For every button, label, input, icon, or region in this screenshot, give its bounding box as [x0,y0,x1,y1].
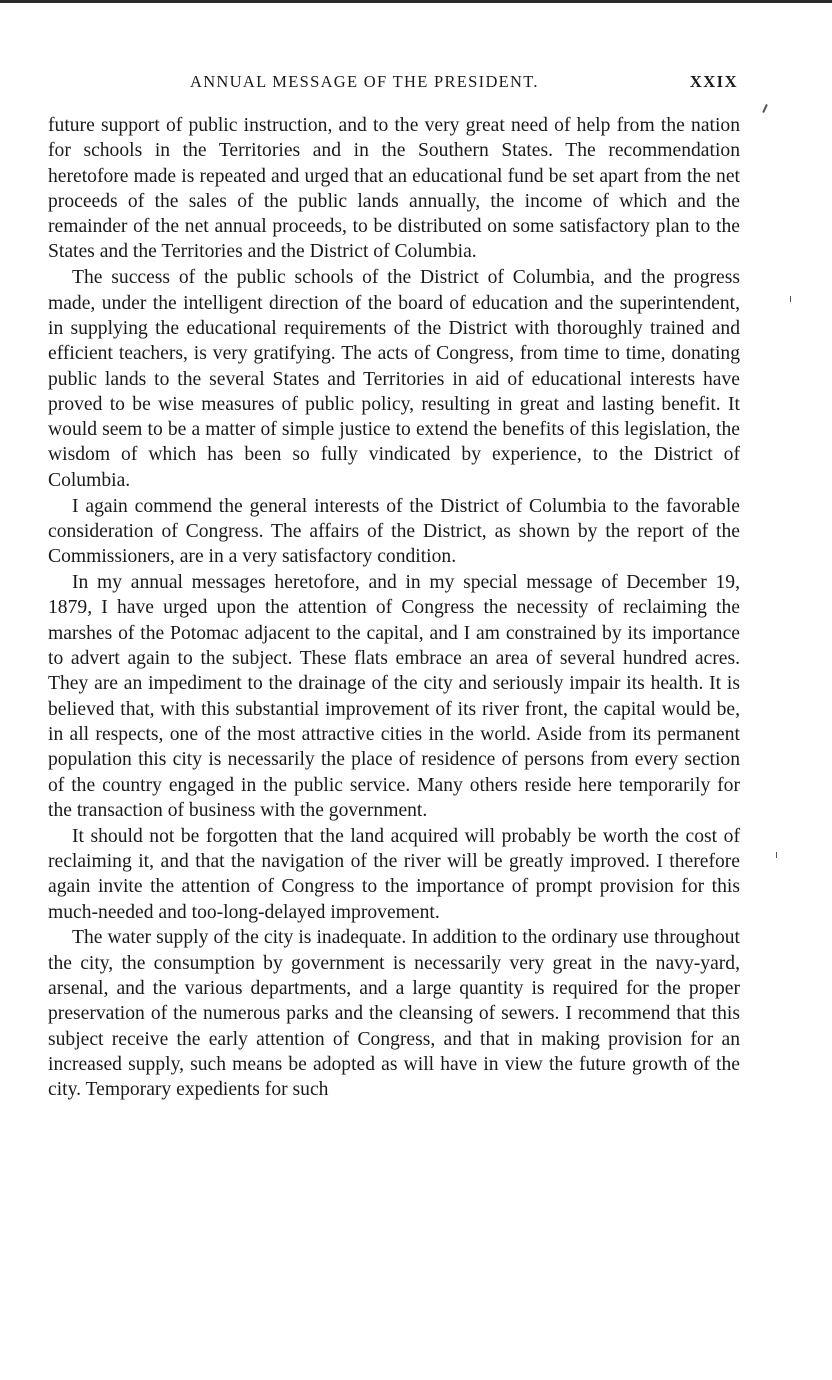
paragraph-land-reclamation: It should not be forgotten that the land acquired will probably be worth the cost of reclaiming it, and that the navigation of the river will be greatly improved. I therefore again invite the attention of Congress to the importance of prompt provision for this much-needed and too-long-delayed improvement. [48,825,740,923]
paragraph-potomac-marshes: In my annual messages heretofore, and in my special message of December 19, 1879, I have urged upon the attention of Congress the necessity of reclaiming the marshes of the Potomac adjacent to the capital, and I am constrained by its importance to advert again to the subject. These flats embrace an area of several hundred acres. They are an impediment to the drainage of the city and seriously impair its health. It is believed that, with this substantial improvement of its river front, the capital would be, in all respects, one of the most attractive cities in the world. Aside from its permanent population this city is necessarily the place of residence of persons from every section of the country engaged in the public service. Many others reside here temporarily for the transaction of business with the government. [48,572,740,821]
paragraph-water-supply: The water supply of the city is inadequate. In addition to the ordinary use throughout the city, the consumption by government is necessarily very great in the navy-yard, arsenal, and the various departments, and a large quantity is required for the proper preservation of the numerous parks and the cleansing of sewers. I recommend that this subject receive the early attention of Congress, and that in making provision for an increased supply, such means be adopted as will have in view the future growth of the city. Temporary expedients for such [48,927,740,1101]
scan-speck [790,296,791,302]
running-head-title: ANNUAL MESSAGE OF THE PRESIDENT. [190,72,539,91]
paragraph-public-schools: The success of the public schools of the District of Columbia, and the progress made, under the intelligent direction of the board of education and the superintendent, in supplying the educational requirements of the District with thoroughly trained and efficient teachers, is very gratifying. The acts of Congress, from time to time, donating public lands to the several States and Territories in aid of educational interests have proved to be wise measures of public policy, resulting in great and lasting benefit. It would seem to be a matter of simple justice to extend the benefits of this legislation, the wisdom of which has been so fully vindicated by experience, to the District of Columbia. [48,267,740,491]
page-number: XXIX [689,72,738,91]
scan-speck [762,104,768,113]
paragraph-education-fund: future support of public instruction, and to the very great need of help from the nation for schools in the Territories and in the Southern States. The recommendation heretofore made is repeated and urged that an educational fund be set apart from the net proceeds of the sales of the public lands annually, the income of which and the remainder of the net annual proceeds, to be distributed on some satisfactory plan to the States and the Territories and the District of Columbia. [48,115,740,263]
page-body [48,113,740,1103]
scan-speck [776,852,777,858]
top-border-rule [0,0,832,3]
paragraph-district-interests: I again commend the general interests of the District of Columbia to the favorable consideration of Congress. The affairs of the District, as shown by the report of the Commissioners, are in a very satisfactory condition. [48,495,740,568]
running-header [48,72,740,96]
